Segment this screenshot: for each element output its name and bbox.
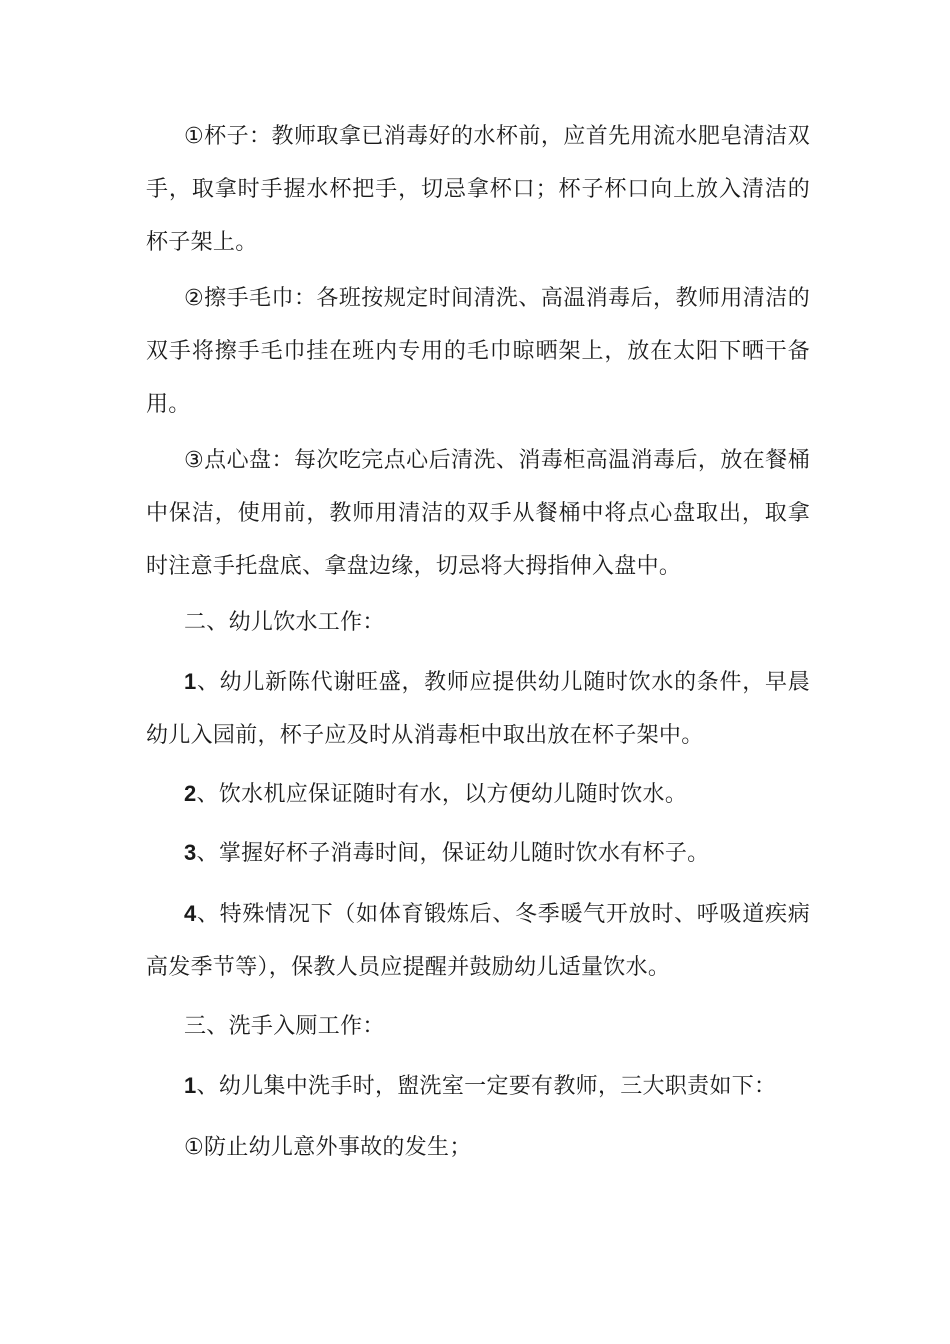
paragraph-text: 、特殊情况下（如体育锻炼后、冬季暖气开放时、呼吸道疾病高发季节等），保教人员应提醒并鼓励幼儿适量饮水。 [146, 902, 810, 980]
list-number: 4 [184, 901, 197, 926]
list-number: 3 [184, 840, 197, 865]
paragraph-text: ①防止幼儿意外事故的发生； [184, 1135, 472, 1160]
list-item-drinking-2 [146, 767, 810, 821]
list-item-drinking-4 [146, 887, 810, 994]
list-item-drinking-3 [146, 826, 810, 880]
paragraph-text: ③点心盘：每次吃完点心后清洗、消毒柜高温消毒后，放在餐桶中保洁，使用前，教师用清洁的双手从餐桶中将点心盘取出，取拿时注意手托盘底、拿盘边缘，切忌将大拇指伸入盘中。 [146, 448, 810, 579]
paragraph-snack-plate [146, 433, 810, 593]
paragraph-cup [146, 109, 810, 269]
paragraph-text: ①杯子：教师取拿已消毒好的水杯前，应首先用流水肥皂清洁双手，取拿时手握水杯把手，切忌拿杯口；杯子杯口向上放入清洁的杯子架上。 [146, 124, 810, 255]
paragraph-hand-towel [146, 271, 810, 431]
list-number: 1 [184, 1073, 197, 1098]
heading-text: 二、幼儿饮水工作： [184, 610, 385, 635]
section-heading-handwashing [146, 999, 810, 1053]
paragraph-text: 、幼儿集中洗手时，盥洗室一定要有教师，三大职责如下： [196, 1074, 777, 1099]
list-item-handwashing-1 [146, 1059, 810, 1113]
paragraph-text: ②擦手毛巾：各班按规定时间清洗、高温消毒后，教师用清洁的双手将擦手毛巾挂在班内专用的毛巾晾晒架上，放在太阳下晒干备用。 [146, 286, 810, 417]
list-number: 1 [184, 669, 197, 694]
section-heading-drinking [146, 595, 810, 649]
paragraph-text: 、幼儿新陈代谢旺盛，教师应提供幼儿随时饮水的条件，早晨幼儿入园前，杯子应及时从消毒柜中取出放在杯子架中。 [146, 670, 810, 748]
paragraph-text: 、掌握好杯子消毒时间，保证幼儿随时饮水有杯子。 [196, 841, 710, 866]
heading-text: 三、洗手入厕工作： [184, 1014, 385, 1039]
sub-item-prevent-accidents [146, 1120, 810, 1174]
paragraph-text: 、饮水机应保证随时有水，以方便幼儿随时饮水。 [196, 782, 688, 807]
list-item-drinking-1 [146, 655, 810, 762]
list-number: 2 [184, 781, 197, 806]
